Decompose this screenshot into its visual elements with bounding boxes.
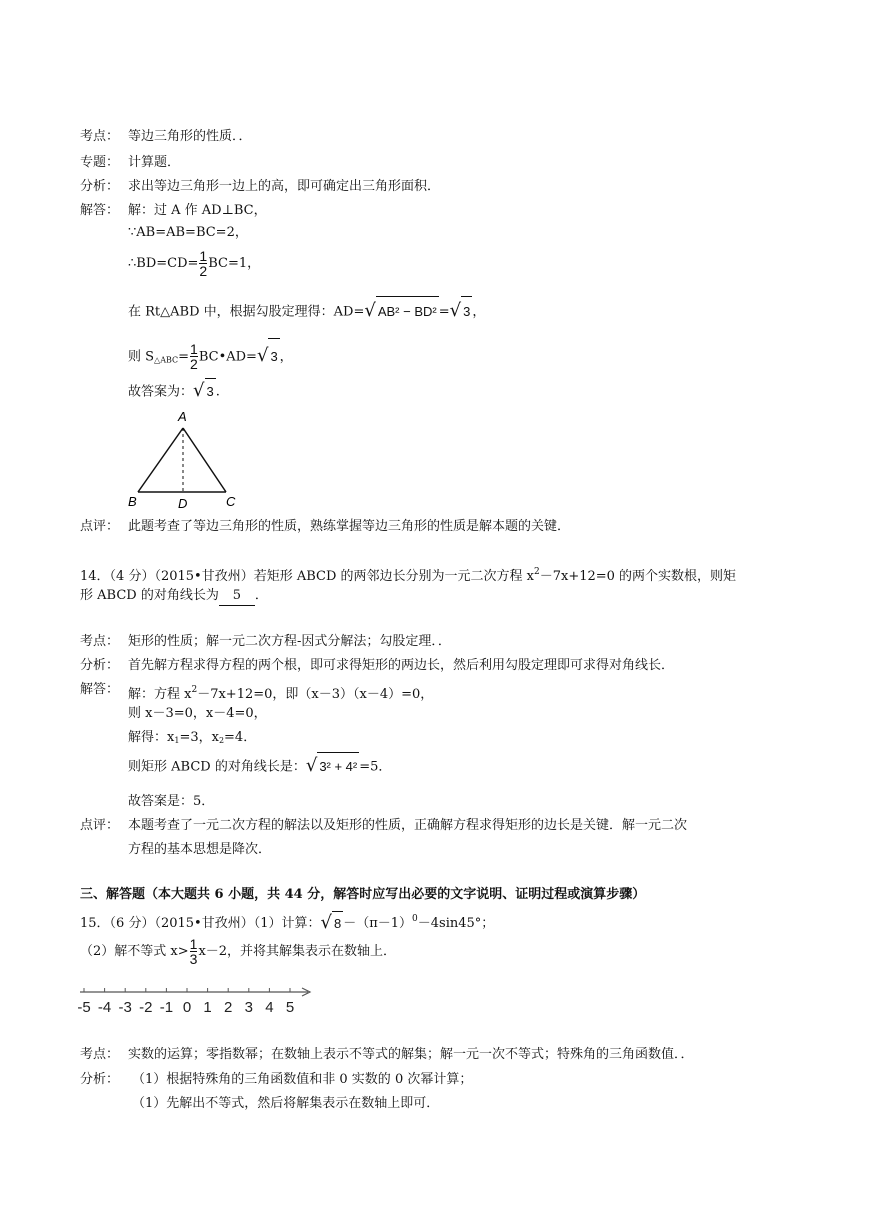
fraction-numerator: 1 bbox=[199, 247, 208, 264]
number-line bbox=[76, 982, 326, 1018]
sqrt-expression: √ 3 bbox=[257, 338, 280, 376]
text-run: =4． bbox=[224, 730, 257, 745]
radicand: 3 bbox=[205, 378, 216, 405]
dianping-label: 点评： bbox=[80, 818, 120, 833]
fenxi-label: 分析： bbox=[80, 1072, 120, 1087]
text-run: =3，x bbox=[179, 730, 219, 745]
question-14-stem bbox=[80, 563, 736, 586]
fenxi-text: （1）根据特殊角的三角函数值和非 0 实数的 0 次幂计算； bbox=[132, 1072, 473, 1087]
solution-step: 故答案是：5． bbox=[128, 794, 215, 809]
text-run: 形 ABCD 的对角线长为 bbox=[80, 588, 219, 603]
zhuanti-text: 计算题． bbox=[128, 155, 181, 170]
point-label-d: D bbox=[178, 496, 188, 511]
text-run: －（π－1） bbox=[343, 916, 413, 931]
radicand: 8 bbox=[332, 911, 343, 936]
sqrt-expression: √ AB² − BD² bbox=[364, 296, 438, 328]
question-15-stem bbox=[80, 934, 396, 970]
dianping-text: 方程的基本思想是降次． bbox=[128, 842, 272, 857]
radicand: 3 bbox=[461, 296, 472, 327]
fenxi-text: 求出等边三角形一边上的高，即可确定出三角形面积． bbox=[128, 179, 441, 194]
subscript: 1 bbox=[174, 736, 180, 745]
sqrt-expression: √ 3² + 4² bbox=[306, 752, 359, 782]
number-line-label: -5 bbox=[77, 999, 91, 1016]
fraction-numerator: 1 bbox=[189, 935, 198, 952]
text-run: ∴BD=CD= bbox=[128, 256, 199, 271]
subscript: △ABC bbox=[154, 355, 179, 365]
kaodian-label: 考点： bbox=[80, 129, 120, 144]
text-run: = bbox=[178, 349, 190, 365]
vertex-label-c: C bbox=[226, 494, 236, 509]
solution-step bbox=[128, 681, 433, 704]
text-run: 15．（6 分）（2015•甘孜州）（1）计算： bbox=[80, 916, 321, 931]
fenxi-label: 分析： bbox=[80, 179, 120, 194]
fenxi-text: （1）先解出不等式，然后将解集表示在数轴上即可． bbox=[132, 1096, 440, 1111]
answer-blank: 5 bbox=[219, 587, 255, 606]
solution-step bbox=[128, 296, 485, 328]
number-line-label: -3 bbox=[118, 999, 132, 1016]
fraction-denominator: 3 bbox=[189, 950, 198, 967]
sqrt-expression: √ 3 bbox=[193, 378, 216, 406]
text-run: －4sin45°； bbox=[417, 916, 495, 931]
radicand: 3² + 4² bbox=[317, 752, 359, 781]
fraction-numerator: 1 bbox=[190, 341, 198, 357]
kaodian-label: 考点： bbox=[80, 1047, 120, 1062]
dianping-text: 本题考查了一元二次方程的解法以及矩形的性质，正确解方程求得矩形的边长是关键．解一元二次 bbox=[128, 818, 688, 833]
number-line-label: 4 bbox=[265, 999, 274, 1016]
text-run: －7x+12=0，即（x－3）（x－4）=0， bbox=[197, 687, 434, 702]
text-run: ， bbox=[472, 304, 486, 320]
sqrt-expression: √ 8 bbox=[320, 911, 343, 937]
sqrt-expression: √ 3 bbox=[450, 296, 473, 328]
zhuanti-label: 专题： bbox=[80, 155, 120, 170]
text-run: 在 Rt△ABD 中，根据勾股定理得：AD= bbox=[128, 304, 365, 320]
text-run: = bbox=[438, 304, 450, 320]
solution-step bbox=[128, 338, 293, 379]
superscript: 2 bbox=[191, 685, 198, 695]
number-line-label: 0 bbox=[182, 999, 192, 1016]
side-ab bbox=[138, 428, 183, 492]
radicand: 3 bbox=[268, 338, 279, 375]
question-14-stem bbox=[80, 587, 268, 606]
text-run: 故答案为： bbox=[128, 384, 194, 400]
text-run: 则 S bbox=[128, 349, 155, 365]
solution-step: ∵AB=AB=BC=2， bbox=[128, 225, 248, 240]
number-line-label: 3 bbox=[244, 999, 253, 1016]
fraction-denominator: 2 bbox=[190, 356, 198, 372]
text-run: BC=1， bbox=[208, 256, 261, 271]
kaodian-text: 实数的运算；零指数幂；在数轴上表示不等式的解集；解一元一次不等式；特殊角的三角函数值．． bbox=[128, 1047, 694, 1062]
dianping-label: 点评： bbox=[80, 519, 120, 534]
radicand: AB² − BD² bbox=[376, 296, 439, 327]
kaodian-text: 等边三角形的性质．． bbox=[128, 129, 252, 144]
text-run: （2）解不等式 x> bbox=[80, 944, 189, 959]
text-run: 14．（4 分）（2015•甘孜州）若矩形 ABCD 的两邻边长分别为一元二次方程 x bbox=[80, 569, 534, 584]
subscript: 2 bbox=[218, 736, 225, 745]
kaodian-text: 矩形的性质；解一元二次方程-因式分解法；勾股定理．． bbox=[128, 634, 451, 649]
number-line-label: 2 bbox=[224, 999, 233, 1016]
jieda-label: 解答： bbox=[80, 682, 120, 697]
section-title: 三、解答题（本大题共 6 小题，共 44 分，解答时应写出必要的文字说明、证明过程或演算步骤） bbox=[80, 887, 646, 902]
vertex-label-a: A bbox=[178, 409, 187, 424]
text-run: x－2，并将其解集表示在数轴上． bbox=[198, 944, 397, 959]
dianping-text: 此题考查了等边三角形的性质，熟练掌握等边三角形的性质是解本题的关键． bbox=[128, 519, 571, 534]
superscript: 2 bbox=[533, 567, 540, 577]
kaodian-label: 考点： bbox=[80, 634, 120, 649]
triangle-figure bbox=[122, 406, 246, 512]
solution-step: 解：过 A 作 AD⊥BC， bbox=[128, 203, 267, 218]
number-line-label: 1 bbox=[203, 999, 212, 1016]
number-line-label: -4 bbox=[97, 999, 112, 1016]
fraction-denominator: 2 bbox=[199, 262, 208, 279]
fraction bbox=[189, 935, 198, 967]
side-ac bbox=[183, 428, 226, 492]
text-run: . bbox=[215, 384, 220, 400]
number-line-label: -2 bbox=[139, 999, 153, 1016]
question-15-stem bbox=[80, 907, 494, 937]
fenxi-label: 分析： bbox=[80, 658, 120, 673]
text-run: 解：方程 x bbox=[128, 687, 192, 702]
superscript: 0 bbox=[412, 914, 418, 924]
solution-step bbox=[128, 246, 260, 282]
text-run: =5． bbox=[359, 759, 392, 775]
solution-step bbox=[128, 378, 220, 406]
fraction bbox=[199, 247, 208, 279]
solution-step: 则 x－3=0，x－4=0， bbox=[128, 706, 267, 721]
text-run: 则矩形 ABCD 的对角线长是： bbox=[128, 759, 306, 775]
text-run: BC•AD= bbox=[198, 349, 257, 365]
jieda-label: 解答： bbox=[80, 203, 120, 218]
fraction bbox=[190, 343, 198, 371]
solution-step bbox=[128, 729, 256, 750]
text-run: ， bbox=[279, 349, 293, 365]
number-line-label: -1 bbox=[159, 999, 174, 1016]
text-run: ． bbox=[254, 588, 268, 603]
fenxi-text: 首先解方程求得方程的两个根，即可求得矩形的两边长，然后利用勾股定理即可求得对角线长． bbox=[128, 658, 675, 673]
vertex-label-b: B bbox=[128, 494, 137, 509]
number-line-label: 5 bbox=[285, 999, 295, 1016]
text-run: －7x+12=0 的两个实数根，则矩 bbox=[539, 569, 737, 584]
text-run: 解得：x bbox=[128, 730, 175, 745]
solution-step bbox=[128, 752, 391, 782]
